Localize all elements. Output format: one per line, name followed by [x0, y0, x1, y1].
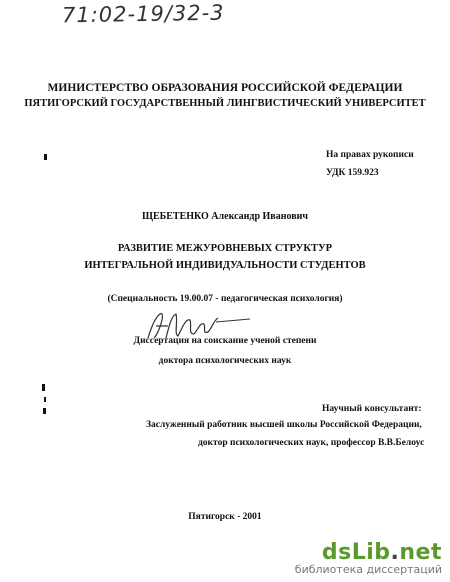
watermark-logo: dsLib.net	[321, 540, 442, 565]
dissertation-line-1: Диссертация на соискание ученой степени	[133, 336, 317, 346]
watermark-subtitle: библиотека диссертаций	[294, 563, 442, 576]
title-line-2: ИНТЕГРАЛЬНОЙ ИНДИВИДУАЛЬНОСТИ СТУДЕНТОВ	[84, 260, 366, 271]
author-name: ЩЕБЕТЕНКО Александр Иванович	[141, 211, 309, 222]
udk-code: УДК 159.923	[326, 168, 379, 178]
scan-artifact	[44, 397, 46, 402]
site-watermark	[295, 540, 442, 576]
dissertation-line-2: доктора психологических наук	[158, 356, 292, 366]
ministry-heading: МИНИСТЕРСТВО ОБРАЗОВАНИЯ РОССИЙСКОЙ ФЕДЕРАЦИИ	[47, 82, 403, 94]
advisor-line-1: Заслуженный работник высшей школы Российской Федерации,	[146, 420, 422, 430]
manuscript-rights: На правах рукописи	[326, 150, 414, 160]
university-heading: ПЯТИГОРСКИЙ ГОСУДАРСТВЕННЫЙ ЛИНГВИСТИЧЕСКИЙ УНИВЕРСИТЕТ	[24, 98, 426, 109]
advisor-label: Научный консультант:	[322, 404, 422, 414]
title-line-1: РАЗВИТИЕ МЕЖУРОВНЕВЫХ СТРУКТУР	[117, 243, 333, 254]
city-year: Пятигорск - 2001	[188, 512, 262, 522]
scan-artifact	[42, 384, 45, 391]
advisor-line-2: доктор психологических наук, профессор В.В.Белоус	[198, 438, 425, 448]
handwritten-archive-code: 71:02-19/32-3	[61, 0, 225, 28]
scan-artifact	[43, 408, 46, 414]
scan-artifact	[44, 154, 47, 160]
specialty-line: (Специальность 19.00.07 - педагогическая психология)	[107, 294, 343, 304]
